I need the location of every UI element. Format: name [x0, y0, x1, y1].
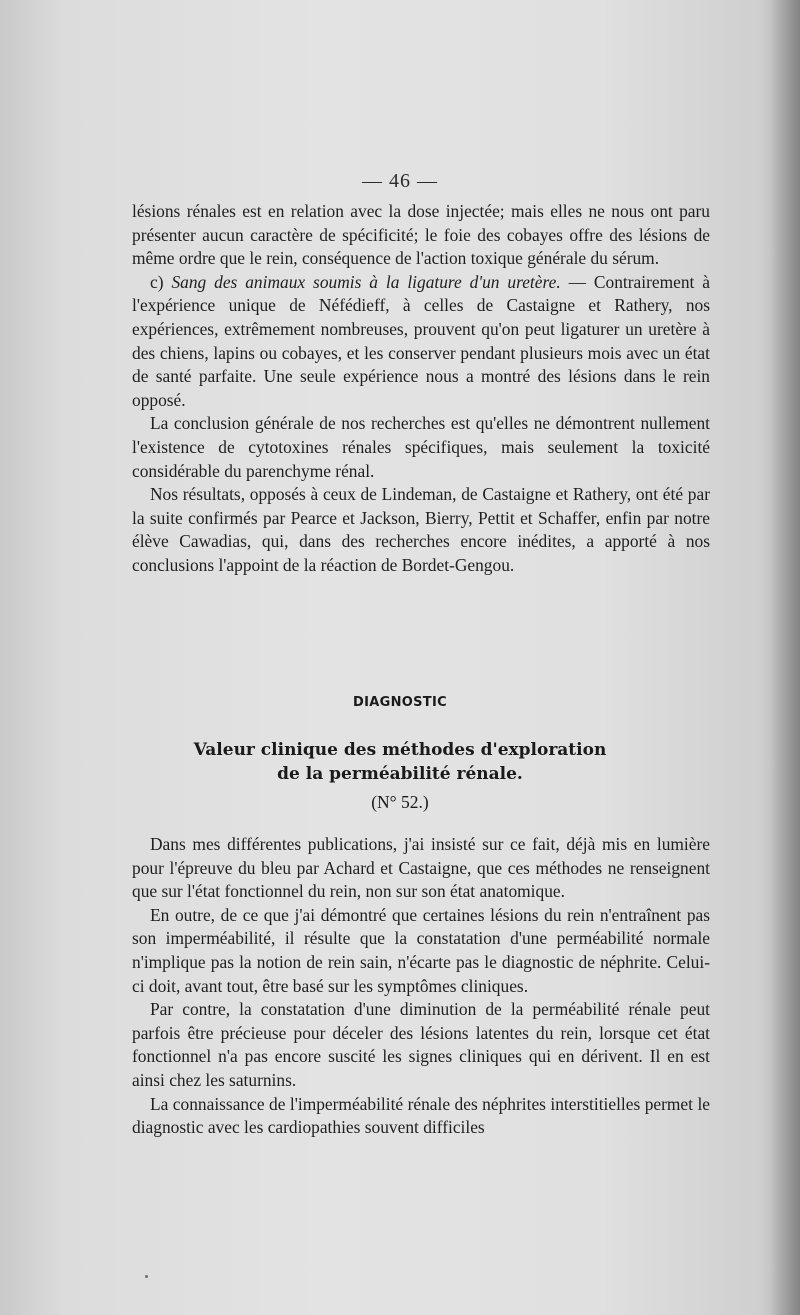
paragraph-connaissance: La connaissance de l'imperméabilité rénale des néphrites interstitielles permet le diagnostic avec les cardiopathies souvent difficiles	[132, 1093, 710, 1138]
section-heading: DIAGNOSTIC	[353, 695, 447, 710]
binding-shadow	[770, 0, 800, 1315]
paragraph-ligature-body: — Contrairement à l'expérience unique de Néfédieff, à celles de Castaigne et Rathery, nos expériences, extrêmement nombreuses, prouvent qu'on peut ligaturer un uretère à des chiens, lapins ou cobayes, et les conserver pendant plusieurs mois avec un état de santé parfaite. Une seule expérience nous a montré des lésions dans le rein opposé.	[132, 271, 710, 410]
section-title-line-1: Valeur clinique des méthodes d'exploration	[193, 740, 607, 760]
paragraph-par-contre: Par contre, la constatation d'une diminution de la perméabilité rénale peut parfois être précieuse pour déceler des lésions latentes du rein, lorsque cet état fonctionnel n'a pas encore suscité les signes cliniques qui en dérivent. Il en est ainsi chez les saturnins.	[132, 999, 710, 1090]
section-reference-number: (N° 52.)	[371, 792, 429, 812]
paragraph-ligature	[132, 271, 710, 413]
paragraph-publications: Dans mes différentes publications, j'ai insisté sur ce fait, déjà mis en lumière pour l'épreuve du bleu par Achard et Castaigne, que ces méthodes ne renseignent que sur l'état fonctionnel du rein, non sur son état anatomique.	[132, 834, 710, 902]
paragraph-italic-heading: Sang des animaux soumis à la ligature d'un uretère.	[171, 271, 561, 292]
paragraph-resultats: Nos résultats, opposés à ceux de Lindeman, de Castaigne et Rathery, ont été par la suite confirmés par Pearce et Jackson, Bierry, Pettit et Schaffer, enfin par notre élève Cawadias, qui, dans des recherches encore inédites, a apporté à nos conclusions l'appoint de la réaction de Bordet-Gengou.	[132, 484, 710, 575]
paragraph-en-outre: En outre, de ce que j'ai démontré que certaines lésions du rein n'entraînent pas son imperméabilité, il résulte que la constatation d'une perméabilité normale n'implique pas la notion de rein sain, n'écarte pas le diagnostic de néphrite. Celui-ci doit, avant tout, être basé sur les symptômes cliniques.	[132, 904, 710, 996]
paragraph-label: c)	[150, 271, 172, 292]
top-text-block	[132, 200, 710, 578]
page-number: — 46 —	[362, 170, 438, 192]
paragraph-lesions: lésions rénales est en relation avec la dose injectée; mais elles ne nous ont paru présenter aucun caractère de spécificité; le foie des cobayes offre des lésions de même ordre que le rein, conséquence de l'action toxique générale du sérum.	[132, 201, 710, 269]
bottom-text-block	[132, 833, 710, 1140]
paragraph-conclusion: La conclusion générale de nos recherches est qu'elles ne démontrent nullement l'existence de cytotoxines rénales spécifiques, mais seulement la toxicité considérable du parenchyme rénal.	[132, 413, 710, 481]
section-title-line-2: de la perméabilité rénale.	[277, 764, 523, 784]
paper-speck	[145, 1275, 148, 1278]
